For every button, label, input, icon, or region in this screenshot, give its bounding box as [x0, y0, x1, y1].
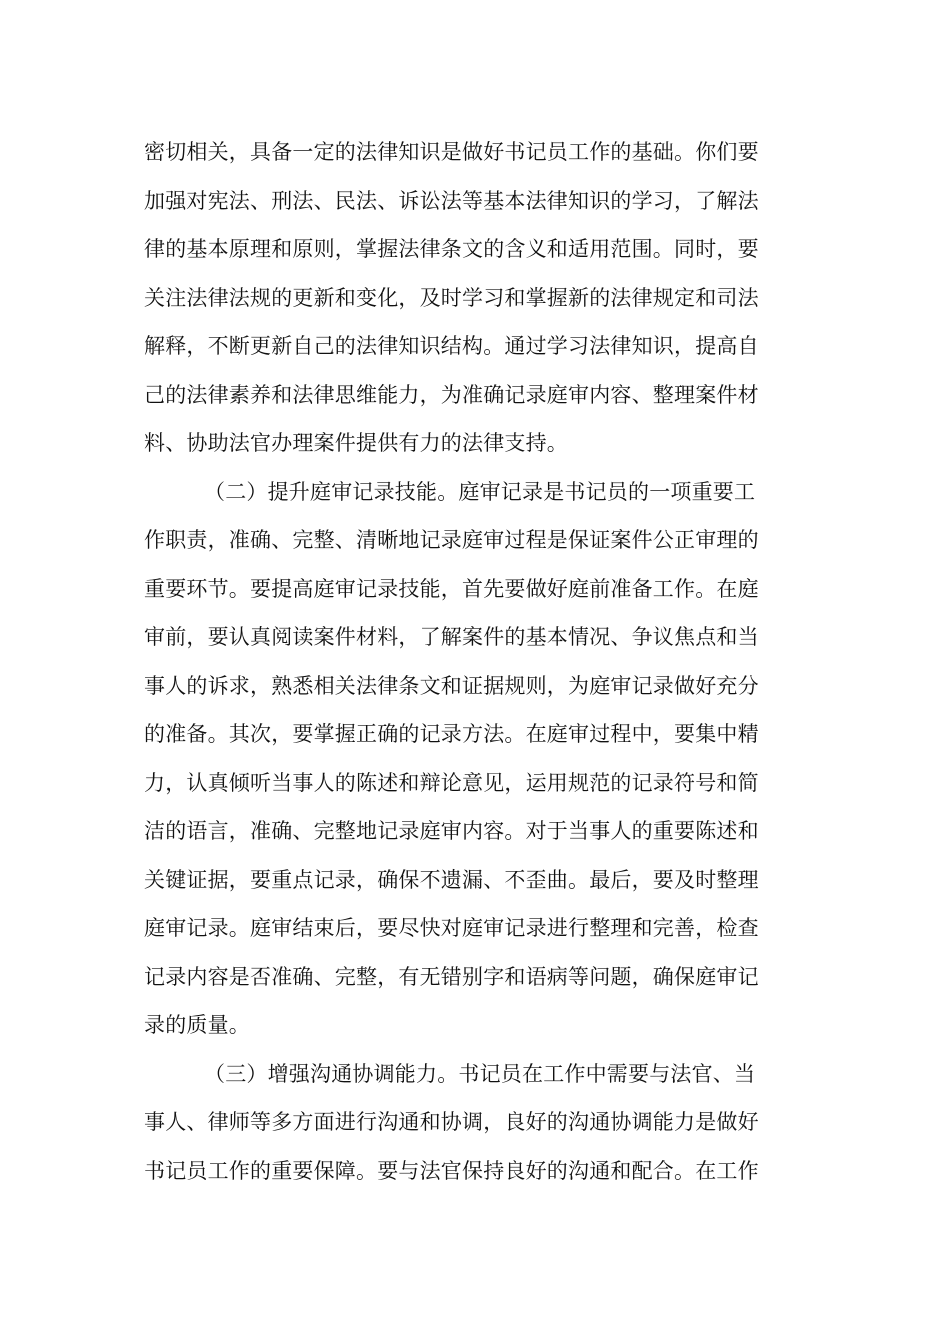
document-body [144, 128, 808, 1195]
text-line: 解释，不断更新自己的法律知识结构。通过学习法律知识，提高自 [144, 334, 759, 358]
text-line: 关注法律法规的更新和变化，及时学习和掌握新的法律规定和司法 [144, 285, 759, 310]
text-line: 录的质量。 [144, 1013, 250, 1037]
text-line: 关键证据，要重点记录，确保不遗漏、不歪曲。最后，要及时整理 [144, 867, 759, 892]
text-line: 密切相关，具备一定的法律知识是做好书记员工作的基础。你们要 [144, 140, 759, 164]
section-heading-line: （三）增强沟通协调能力。书记员在工作中需要与法官、当 [204, 1061, 756, 1086]
text-line: 庭审记录。庭审结束后，要尽快对庭审记录进行整理和完善，检查 [144, 916, 759, 940]
text-line: 己的法律素养和法律思维能力，为准确记录庭审内容、整理案件材 [144, 382, 759, 407]
text-line: 洁的语言，准确、完整地记录庭审内容。对于当事人的重要陈述和 [144, 819, 759, 843]
text-line: 重要环节。要提高庭审记录技能，首先要做好庭前准备工作。在庭 [144, 576, 759, 601]
text-line: 的准备。其次，要掌握正确的记录方法。在庭审过程中，要集中精 [144, 722, 759, 746]
text-line: 料、协助法官办理案件提供有力的法律支持。 [144, 431, 568, 455]
text-line: 加强对宪法、刑法、民法、诉讼法等基本法律知识的学习，了解法 [144, 188, 759, 213]
text-line: 力，认真倾听当事人的陈述和辩论意见，运用规范的记录符号和简 [144, 770, 759, 795]
text-line: 作职责，准确、完整、清晰地记录庭审过程是保证案件公正审理的 [144, 528, 759, 552]
section-heading-line: （二）提升庭审记录技能。庭审记录是书记员的一项重要工 [204, 479, 756, 504]
text-line: 事人、律师等多方面进行沟通和协调，良好的沟通协调能力是做好 [144, 1110, 759, 1134]
text-line: 律的基本原理和原则，掌握法律条文的含义和适用范围。同时，要 [144, 237, 759, 261]
text-line: 审前，要认真阅读案件材料，了解案件的基本情况、争议焦点和当 [144, 625, 759, 649]
text-line: 书记员工作的重要保障。要与法官保持良好的沟通和配合。在工作 [144, 1158, 759, 1183]
text-line: 事人的诉求，熟悉相关法律条文和证据规则，为庭审记录做好充分 [144, 673, 759, 698]
text-line: 记录内容是否准确、完整，有无错别字和语病等问题，确保庭审记 [144, 964, 759, 989]
